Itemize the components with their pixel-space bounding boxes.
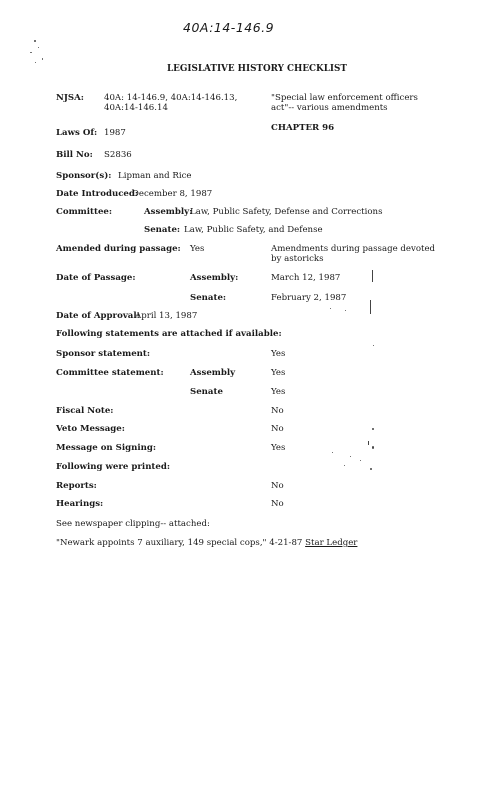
- njsa-citation-line2: 40A:14-146.14: [104, 103, 168, 113]
- passage-senate-label: Senate:: [190, 293, 227, 303]
- amended-note-line1: Amendments during passage devoted: [271, 244, 436, 254]
- date-of-approval-value: April 13, 1987: [135, 311, 198, 321]
- clipping-note: See newspaper clipping-- attached:: [56, 519, 210, 529]
- message-on-signing-label: Message on Signing:: [56, 443, 157, 453]
- reports-value: No: [271, 481, 284, 491]
- clipping-text: "Newark appoints 7 auxiliary, 149 special cops," 4-21-87: [56, 538, 303, 548]
- committee-statement-label: Committee statement:: [56, 368, 164, 378]
- clipping-source: Star Ledger: [305, 538, 358, 548]
- bill-no-value: S2836: [104, 150, 132, 160]
- committee-senate-value: Law, Public Safety, and Defense: [184, 225, 323, 235]
- following-statements-heading: Following statements are attached if available:: [56, 329, 282, 339]
- veto-message-label: Veto Message:: [56, 424, 125, 434]
- bill-no-label: Bill No:: [56, 150, 93, 160]
- njsa-description-line2: act"-- various amendments: [271, 103, 388, 113]
- njsa-label: NJSA:: [56, 93, 84, 103]
- committee-assembly-value: Law, Public Safety, Defense and Corrections: [190, 207, 383, 217]
- amended-note-line2: by astoricks: [271, 254, 324, 264]
- passage-senate-value: February 2, 1987: [271, 293, 347, 303]
- laws-of-value: 1987: [104, 128, 126, 138]
- date-of-approval-label: Date of Approval:: [56, 311, 140, 321]
- amended-label: Amended during passage:: [56, 244, 181, 254]
- chapter: CHAPTER 96: [271, 123, 335, 133]
- clipping-citation: [56, 538, 357, 548]
- sponsors-label: Sponsor(s):: [56, 171, 112, 181]
- hearings-label: Hearings:: [56, 499, 104, 509]
- committee-assembly-label: Assembly:: [144, 207, 193, 217]
- hearings-value: No: [271, 499, 284, 509]
- njsa-citation-line1: 40A: 14-146.9, 40A:14-146.13,: [104, 93, 238, 103]
- njsa-description-line1: "Special law enforcement officers: [271, 93, 418, 103]
- passage-assembly-label: Assembly:: [190, 273, 239, 283]
- laws-of-label: Laws Of:: [56, 128, 98, 138]
- fiscal-note-label: Fiscal Note:: [56, 406, 114, 416]
- committee-statement-senate-label: Senate: [190, 387, 223, 397]
- message-on-signing-value: Yes: [271, 443, 286, 453]
- fiscal-note-value: No: [271, 406, 284, 416]
- committee-statement-senate-value: Yes: [271, 387, 286, 397]
- committee-senate-label: Senate:: [144, 225, 181, 235]
- committee-statement-assembly-value: Yes: [271, 368, 286, 378]
- date-introduced-label: Date Introduced:: [56, 189, 139, 199]
- committee-statement-assembly-label: Assembly: [190, 368, 236, 378]
- sponsor-statement-label: Sponsor statement:: [56, 349, 151, 359]
- sponsors-value: Lipman and Rice: [118, 171, 192, 181]
- date-of-passage-label: Date of Passage:: [56, 273, 136, 283]
- following-printed-heading: Following were printed:: [56, 462, 171, 472]
- page-title: LEGISLATIVE HISTORY CHECKLIST: [167, 64, 347, 74]
- sponsor-statement-value: Yes: [271, 349, 286, 359]
- veto-message-value: No: [271, 424, 284, 434]
- passage-assembly-value: March 12, 1987: [271, 273, 341, 283]
- handwritten-reference: 40A:14-146.9: [183, 20, 275, 35]
- reports-label: Reports:: [56, 481, 97, 491]
- amended-value: Yes: [190, 244, 205, 254]
- committee-label: Committee:: [56, 207, 113, 217]
- date-introduced-value: December 8, 1987: [132, 189, 213, 199]
